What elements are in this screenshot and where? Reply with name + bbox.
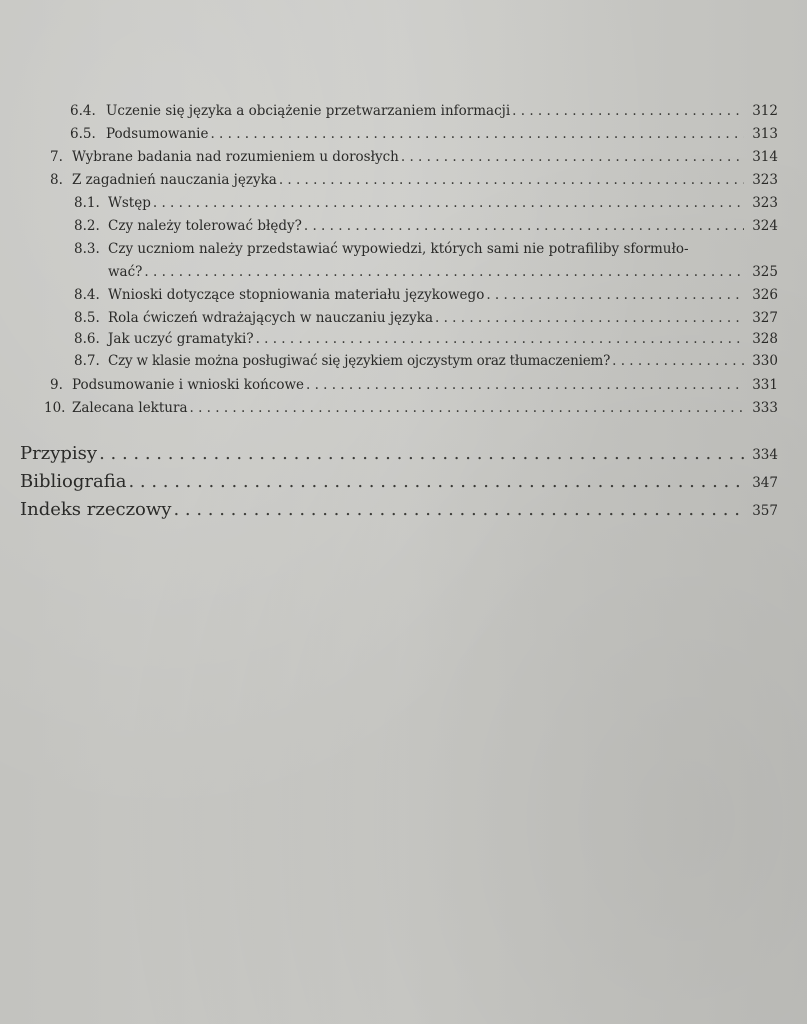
toc-entry-number: 9. [50,377,63,393]
toc-entry-title: Uczenie się języka a obciążenie przetwarzaniem informacji [106,103,511,119]
toc-entry-page: 323 [752,195,778,211]
toc-entry-9 [50,377,778,393]
toc-entry-8-6 [74,331,778,347]
dot-leader [173,499,744,520]
toc-backmatter-notes [20,443,778,464]
toc-entry-title: Wstęp [108,195,151,211]
dot-leader [153,195,744,211]
dot-leader [435,310,744,326]
dot-leader [486,287,744,303]
toc-entry-number: 8. [50,172,63,188]
toc-entry-7 [50,149,778,165]
toc-entry-page: 312 [752,103,778,119]
dot-leader [512,103,744,119]
toc-entry-6-5 [70,126,778,142]
toc-entry-page: 324 [752,218,778,234]
dot-leader [99,443,744,464]
toc-entry-8-7 [74,353,778,369]
toc-entry-number: 8.6. [74,331,100,347]
toc-entry-page: 327 [752,310,778,326]
toc-entry-title: Czy należy tolerować błędy? [108,218,302,234]
toc-entry-page: 325 [752,264,778,280]
toc-entry-number: 8.7. [74,353,100,369]
toc-entry-number: 7. [50,149,63,165]
toc-entry-page: 334 [752,447,778,463]
toc-entry-title: Indeks rzeczowy [20,499,172,520]
toc-entry-page: 333 [752,400,778,416]
toc-entry-title: Czy uczniom należy przedstawiać wypowiedzi, których sami nie potrafiliby sformuło- [108,241,689,257]
toc-backmatter-index [20,499,778,520]
toc-entry-10 [44,400,778,416]
dot-leader [279,172,744,188]
toc-entry-title: Czy w klasie można posługiwać się językiem ojczystym oraz tłumaczeniem? [108,353,611,369]
dot-leader [612,353,744,369]
toc-entry-number: 6.5. [70,126,96,142]
toc-entry-title: Podsumowanie i wnioski końcowe [72,377,305,393]
toc-entry-8-3 [74,241,689,257]
toc-backmatter-bibliography [20,471,778,492]
toc-entry-page: 331 [752,377,778,393]
toc-entry-title: Bibliografia [20,471,127,492]
toc-entry-title: Wnioski dotyczące stopniowania materiału językowego [108,287,485,303]
dot-leader [128,471,744,492]
toc-entry-number: 8.2. [74,218,100,234]
toc-entry-number: 6.4. [70,103,96,119]
toc-entry-number: 8.3. [74,241,100,257]
toc-entry-page: 314 [752,149,778,165]
dot-leader [306,377,744,393]
toc-entry-8-2 [74,218,778,234]
toc-entry-page: 357 [752,503,778,519]
toc-entry-page: 330 [752,353,778,369]
toc-entry-title: Zalecana lektura [72,400,188,416]
toc-entry-title: Wybrane badania nad rozumieniem u dorosłych [72,149,399,165]
toc-entry-8-3-continuation [108,264,778,280]
dot-leader [190,400,745,416]
dot-leader [210,126,744,142]
toc-entry-8-1 [74,195,778,211]
toc-entry-number: 10. [44,400,66,416]
toc-entry-title: Rola ćwiczeń wdrażających w nauczaniu języka [108,310,434,326]
toc-entry-page: 347 [752,475,778,491]
toc-entry-title-continuation: wać? [108,264,143,280]
toc-entry-page: 328 [752,331,778,347]
dot-leader [304,218,744,234]
toc-entry-6-4 [70,103,778,119]
toc-entry-page: 323 [752,172,778,188]
dot-leader [401,149,744,165]
toc-entry-number: 8.1. [74,195,100,211]
dot-leader [256,331,744,347]
toc-entry-8 [50,172,778,188]
toc-entry-page: 326 [752,287,778,303]
toc-entry-title: Jak uczyć gramatyki? [108,331,254,347]
toc-entry-8-5 [74,310,778,326]
toc-entry-title: Przypisy [20,443,98,464]
dot-leader [144,264,744,280]
toc-entry-8-4 [74,287,778,303]
toc-entry-page: 313 [752,126,778,142]
toc-entry-number: 8.5. [74,310,100,326]
toc-entry-number: 8.4. [74,287,100,303]
toc-entry-title: Podsumowanie [106,126,209,142]
toc-entry-title: Z zagadnień nauczania języka [72,172,277,188]
